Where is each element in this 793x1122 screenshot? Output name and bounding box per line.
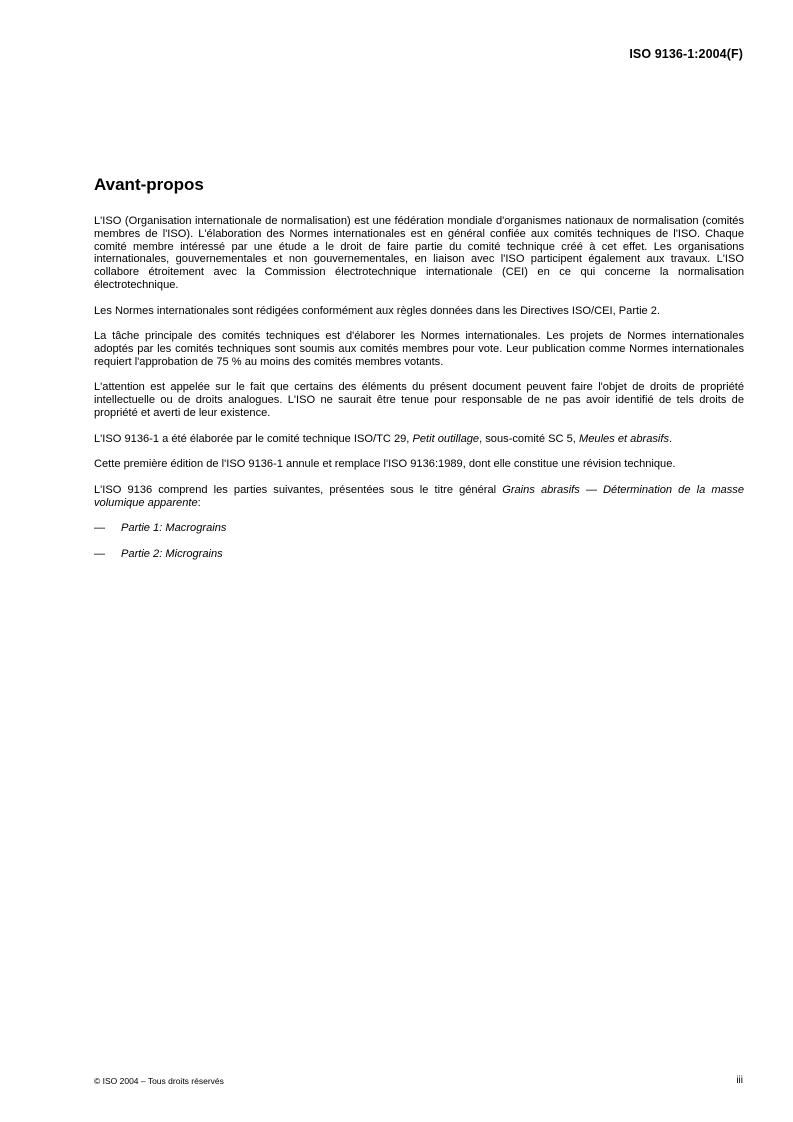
paragraph-edition: Cette première édition de l'ISO 9136-1 annule et remplace l'ISO 9136:1989, dont elle constitue une révision technique. — [94, 458, 676, 471]
list-item — [94, 548, 744, 561]
copyright-notice: © ISO 2004 – Tous droits réservés — [94, 1076, 224, 1086]
paragraph-technical-committees: La tâche principale des comités techniques est d'élaborer les Normes internationales. Les projets de Normes internationales adoptés par les comités techniques sont soumis aux comités membres pour vote. Leur publication comme Normes internationales requiert l'approbation de 75 % au moins des comités membres votants. — [94, 330, 744, 368]
list-item — [94, 522, 744, 535]
foreword-section — [94, 174, 744, 573]
text-segment: , sous-comité SC 5, — [479, 432, 579, 445]
paragraph-iso-organisation: L'ISO (Organisation internationale de normalisation) est une fédération mondiale d'organismes nationaux de normalisation (comités membres de l'ISO). L'élaboration des Normes internationales est en général confiée aux comités techniques de l'ISO. Chaque comité membre intéressé par une étude a le droit de faire partie du comité technique créé à cet effet. Les organisations internationales, gouvernementales et non gouvernementales, en liaison avec l'ISO participent également aux travaux. L'ISO collabore étroitement avec la Commission électrotechnique internationale (CEI) en ce qui concerne la normalisation électrotechnique. — [94, 215, 744, 291]
part-title: Partie 1: Macrograins — [121, 522, 227, 535]
text-segment: . — [669, 432, 673, 445]
paragraph-patent-rights: L'attention est appelée sur le fait que certains des éléments du présent document peuvent faire l'objet de droits de propriété intellectuelle ou de droits analogues. L'ISO ne saurait être tenue pour responsable de ne pas avoir identifié de tels droits de propriété et averti de leur existence. — [94, 381, 744, 419]
list-dash: — — [94, 522, 106, 535]
subcommittee-name: Meules et abrasifs — [578, 432, 670, 445]
committee-name: Petit outillage — [412, 432, 480, 445]
part-title: Partie 2: Micrograins — [121, 547, 223, 560]
paragraph-directives: Les Normes internationales sont rédigées conformément aux règles données dans les Directives ISO/CEI, Partie 2. — [94, 304, 661, 317]
text-segment: : — [197, 496, 201, 509]
document-id: ISO 9136-1:2004(F) — [629, 47, 743, 61]
paragraph-parts-intro — [94, 484, 744, 510]
list-dash: — — [94, 547, 106, 560]
text-segment: L'ISO 9136-1 a été élaborée par le comité technique ISO/TC 29, — [94, 432, 413, 445]
general-title: Grains abrasifs — Détermination de la masse volumique apparente — [94, 483, 744, 509]
page-number: iii — [736, 1075, 743, 1086]
page-title: Avant-propos — [94, 175, 204, 194]
paragraph-prepared-by — [94, 433, 744, 446]
text-segment: L'ISO 9136 comprend les parties suivantes, présentées sous le titre général — [94, 483, 503, 496]
